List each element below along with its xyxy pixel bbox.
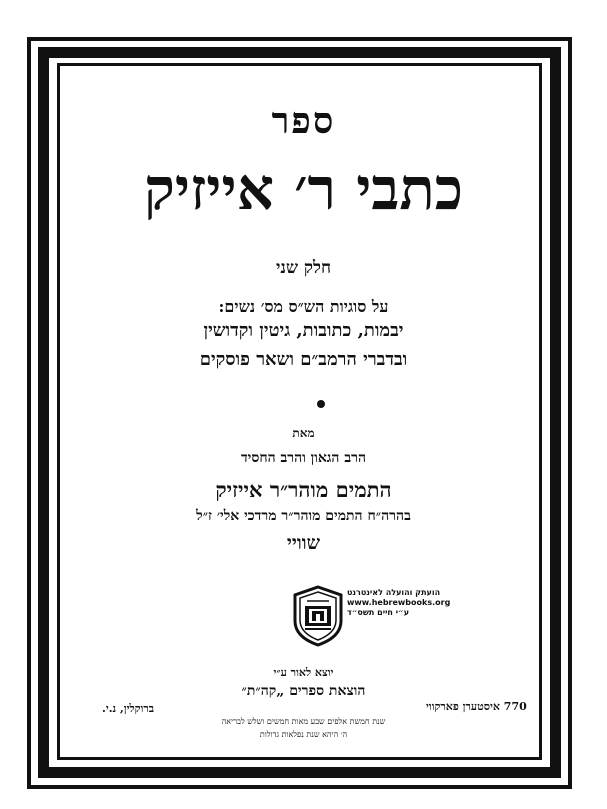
book-title: כתבי ר׳ אייזיק — [143, 155, 464, 223]
stamp-line-1: הועתק והועלה לאינטרנט — [347, 588, 441, 597]
publisher-address: 770 איסטערן פארקווי — [426, 700, 527, 713]
published-by: יוצא לאור ע״י — [273, 666, 334, 679]
rav-title: הרב הגאון והרב החסיד — [240, 450, 367, 466]
publisher-name: הוצאת ספרים „קה״ת״ — [241, 683, 366, 699]
publisher-city: ברוקלין, נ.י. — [102, 702, 155, 715]
sefer-heading: ספר — [271, 100, 336, 142]
stamp-line-3: ע״י חיים תשס״ד — [347, 608, 410, 617]
subject-line-3: ובדברי הרמב״ם ושאר פוסקים — [199, 349, 408, 370]
year-line-1: שנת חמשת אלפים שבע מאות חמשים ושלש לבריאה — [221, 717, 386, 726]
author-family-name: שוויי — [286, 532, 321, 554]
year-line-2: ה׳ היהא שנת נפלאות גדולות — [259, 730, 348, 739]
subject-line-2: יבמות, כתובות, גיטין וקדושין — [203, 320, 404, 341]
divider-bullet — [317, 400, 325, 408]
subject-line-1: על סוגיות הש״ס מס׳ נשים: — [218, 297, 389, 316]
digitization-stamp — [347, 588, 457, 618]
kehot-emblem-icon — [291, 585, 345, 647]
author-name: התמים מוהר״ר אייזיק — [215, 477, 392, 502]
author-father: בהרה״ח התמים מוהר״ר מרדכי אלי׳ ז״ל — [196, 508, 411, 524]
part-label: חלק שני — [275, 258, 332, 278]
stamp-url: www.hebrewbooks.org — [347, 598, 451, 607]
from-label: מאת — [292, 426, 315, 440]
